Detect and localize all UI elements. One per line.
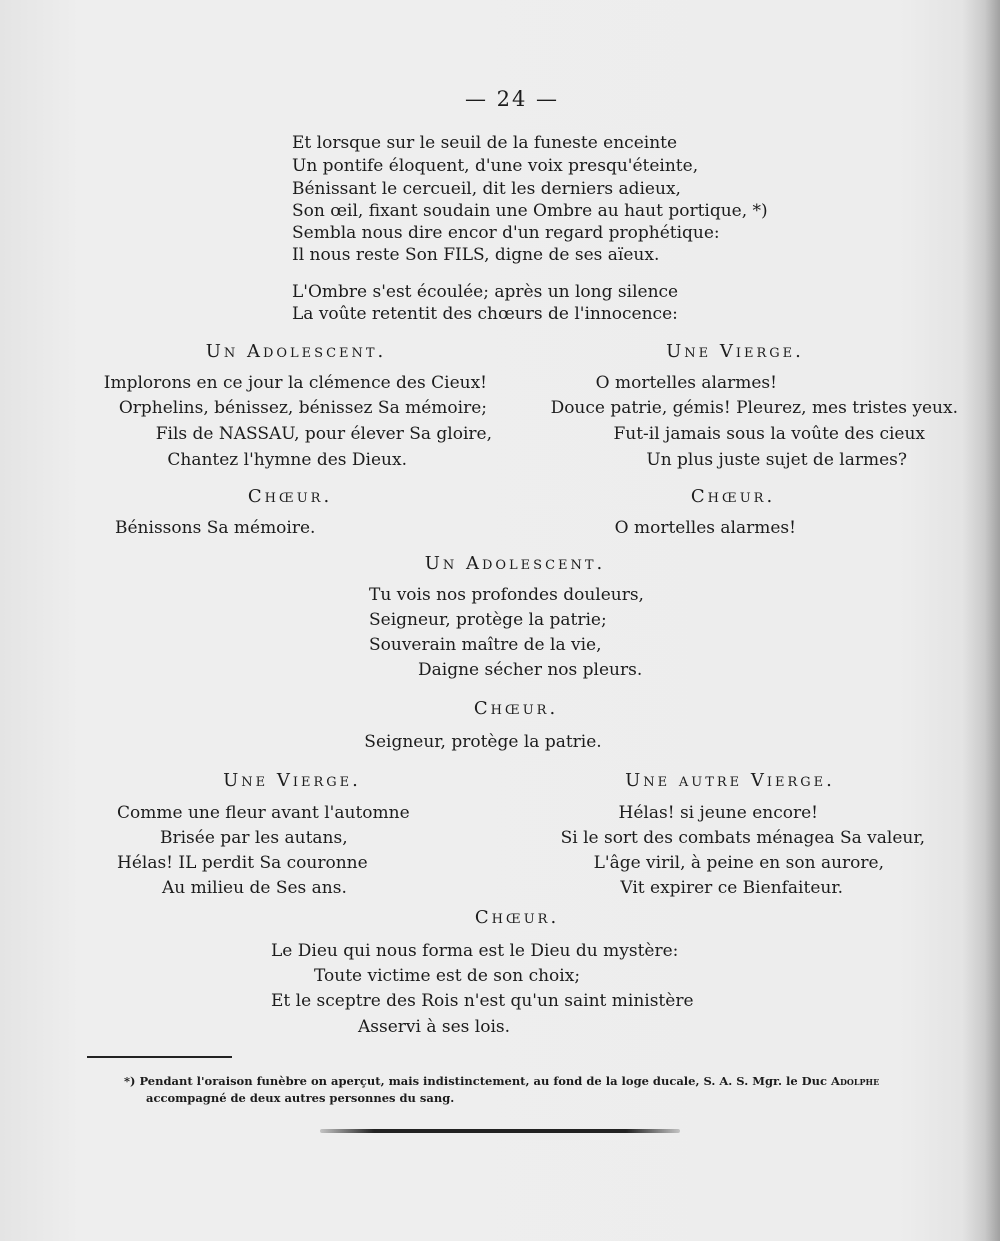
verse-line: L'âge viril, à peine en son aurore,	[593, 853, 884, 873]
verse-line: Toute victime est de son choix;	[314, 966, 581, 986]
transition-line: L'Ombre s'est écoulée; après un long silence	[292, 282, 679, 302]
verse-line: Tu vois nos profondes douleurs,	[369, 585, 644, 605]
speaker-heading: Une Vierge.	[223, 770, 361, 791]
verse-line: Asservi à ses lois.	[358, 1017, 511, 1037]
transition-line: La voûte retentit des chœurs de l'innocence:	[292, 304, 678, 324]
speaker-heading: Une Vierge.	[666, 341, 804, 362]
verse-line: Fut-il jamais sous la voûte des cieux	[613, 424, 925, 444]
intro-line: Un pontife éloquent, d'une voix presqu'éteinte,	[292, 156, 699, 176]
verse-line: Douce patrie, gémis! Pleurez, mes tristes yeux.	[550, 398, 958, 418]
verse-line: Implorons en ce jour la clémence des Cieux!	[103, 373, 487, 393]
verse-line: Un plus juste sujet de larmes?	[646, 450, 907, 470]
chorus-heading: Chœur.	[690, 486, 776, 507]
speaker-heading: Un Adolescent.	[424, 553, 606, 574]
verse-line: Comme une fleur avant l'automne	[117, 803, 410, 823]
verse-line: Seigneur, protège la patrie;	[369, 610, 607, 630]
intro-line: Et lorsque sur le seuil de la funeste enceinte	[292, 133, 678, 153]
verse-line: Chantez l'hymne des Dieux.	[167, 450, 407, 470]
intro-line: Bénissant le cercueil, dit les derniers adieux,	[292, 179, 681, 199]
page-number: — 24 —	[464, 87, 560, 111]
footnote-rule	[87, 1056, 232, 1058]
speaker-heading: Un Adolescent.	[205, 341, 387, 362]
intro-line: Son œil, fixant soudain une Ombre au haut portique, *)	[292, 201, 768, 221]
chorus-heading: Chœur.	[473, 698, 559, 719]
verse-line: Fils de NASSAU, pour élever Sa gloire,	[155, 424, 492, 444]
chorus-line: O mortelles alarmes!	[614, 518, 796, 538]
verse-line: Hélas! IL perdit Sa couronne	[117, 853, 368, 873]
footnote-text: *) Pendant l'oraison funèbre on aperçut, mais indistinctement, au fond de la loge ducale, S. A. S. Mgr. le Duc	[124, 1074, 828, 1088]
intro-line: Sembla nous dire encor d'un regard prophétique:	[292, 223, 720, 243]
verse-line: Vit expirer ce Bienfaiteur.	[620, 878, 843, 898]
verse-line: Et le sceptre des Rois n'est qu'un saint ministère	[271, 991, 694, 1011]
verse-line: Orphelins, bénissez, bénissez Sa mémoire;	[118, 398, 487, 418]
verse-line: O mortelles alarmes!	[595, 373, 777, 393]
verse-line: Si le sort des combats ménagea Sa valeur,	[560, 828, 925, 848]
chorus-line: Seigneur, protège la patrie.	[364, 732, 602, 752]
footnote-line: accompagné de deux autres personnes du sang.	[146, 1091, 455, 1105]
verse-line: Hélas! si jeune encore!	[618, 803, 818, 823]
closing-rule	[320, 1129, 680, 1133]
verse-line: Daigne sécher nos pleurs.	[418, 660, 643, 680]
verse-line: Le Dieu qui nous forma est le Dieu du mystère:	[271, 941, 679, 961]
intro-line: Il nous reste Son FILS, digne de ses aïeux.	[292, 245, 660, 265]
verse-line: Souverain maître de la vie,	[369, 635, 602, 655]
speaker-heading: Une autre Vierge.	[625, 770, 835, 791]
verse-line: Brisée par les autans,	[160, 828, 348, 848]
verse-line: Au milieu de Ses ans.	[162, 878, 347, 898]
footnote	[124, 1073, 879, 1089]
chorus-line: Bénissons Sa mémoire.	[115, 518, 316, 538]
chorus-heading: Chœur.	[247, 486, 333, 507]
footnote-name: Adolphe	[831, 1074, 880, 1088]
chorus-heading: Chœur.	[474, 907, 560, 928]
page-edge-shadow	[962, 0, 1000, 1241]
